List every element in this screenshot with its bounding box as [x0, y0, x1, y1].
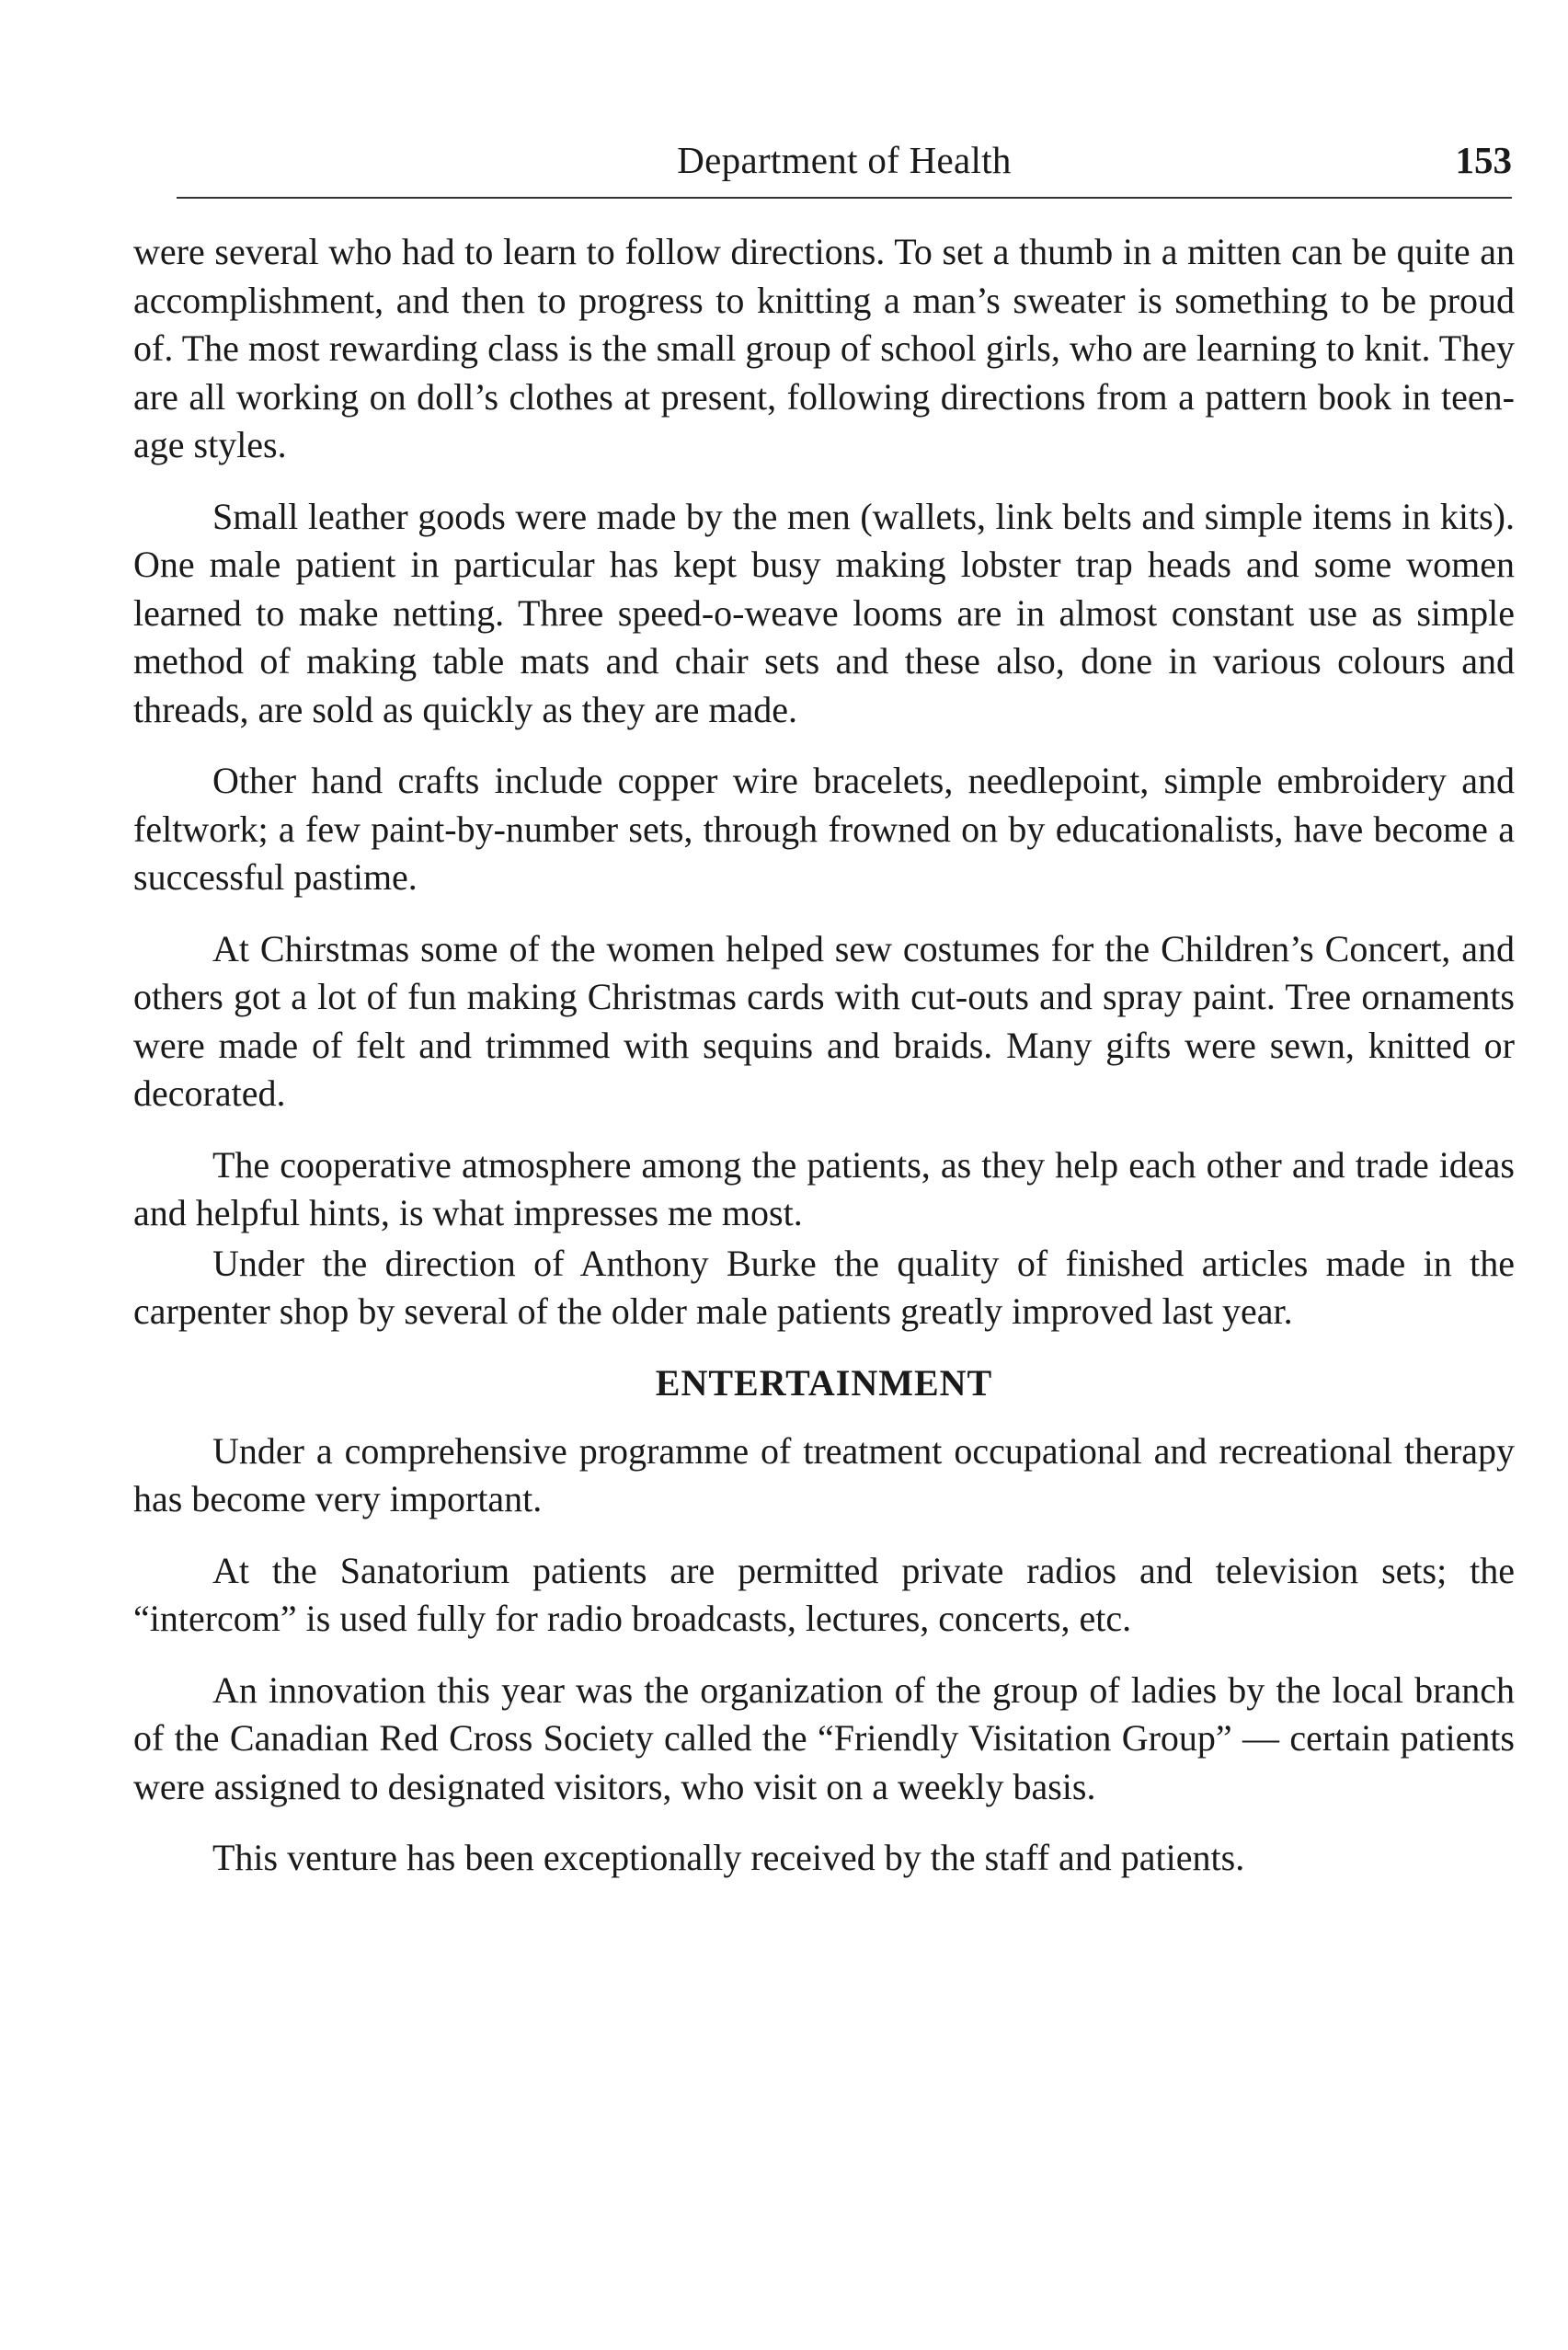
paragraph-knitting: were several who had to learn to follow directions. To set a thumb in a mitten can be quite an accomplishment, and then to progress to knitting a man’s sweater is something to be proud of. The most rewarding class is the small group of school girls, who are learning to knit. They are all working on doll’s clothes at present, following directions from a pattern book in teen-age styles.	[133, 231, 1515, 465]
paragraph-hand-crafts: Other hand crafts include copper wire bracelets, needlepoint, simple embroidery and feltwork; a few paint-by-number sets, through frowned on by educationalists, have become a successful pastime.	[133, 760, 1515, 898]
paragraph-christmas: At Chirstmas some of the women helped sew costumes for the Children’s Concert, and others got a lot of fun making Christmas cards with cut-outs and spray paint. Tree ornaments were made of felt and trimmed with sequins and braids. Many gifts were sewn, knitted or decorated.	[133, 927, 1515, 1114]
header-rule	[177, 197, 1512, 199]
paragraph-leather-goods: Small leather goods were made by the men (wallets, link belts and simple items in kits). One male patient in particular has kept busy making lobster trap heads and some women learned to make netting. Three speed-o-weave looms are in almost constant use as simple method of making table mats and chair sets and these also, done in various colours and threads, are sold as quickly as they are made.	[133, 495, 1515, 730]
paragraph-friendly-visitation: An innovation this year was the organization of the group of ladies by the local branch of the Canadian Red Cross Society called the “Friendly Visitation Group” — certain patients were assigned to designated visitors, who visit on a weekly basis.	[133, 1668, 1515, 1807]
paragraph-radios-television: At the Sanatorium patients are permitted private radios and television sets; the “intercom” is used fully for radio broadcasts, lectures, concerts, etc.	[133, 1549, 1515, 1639]
section-heading-entertainment: ENTERTAINMENT	[655, 1361, 993, 1404]
paragraph-cooperative-atmosphere: The cooperative atmosphere among the patients, as they help each other and trade ideas and helpful hints, is what impresses me most.	[133, 1143, 1515, 1233]
paragraph-venture: This venture has been exceptionally received by the staff and patients.	[212, 1837, 1245, 1878]
paragraph-therapy: Under a comprehensive programme of treatment occupational and recreational therapy has become very important.	[133, 1429, 1515, 1519]
paragraph-carpenter-shop: Under the direction of Anthony Burke the quality of finished articles made in the carpenter shop by several of the older male patients greatly improved last year.	[133, 1242, 1515, 1332]
page-number: 153	[1455, 139, 1512, 181]
running-head-title: Department of Health	[677, 139, 1012, 181]
body-text	[133, 228, 1515, 1906]
page-header	[177, 138, 1512, 193]
